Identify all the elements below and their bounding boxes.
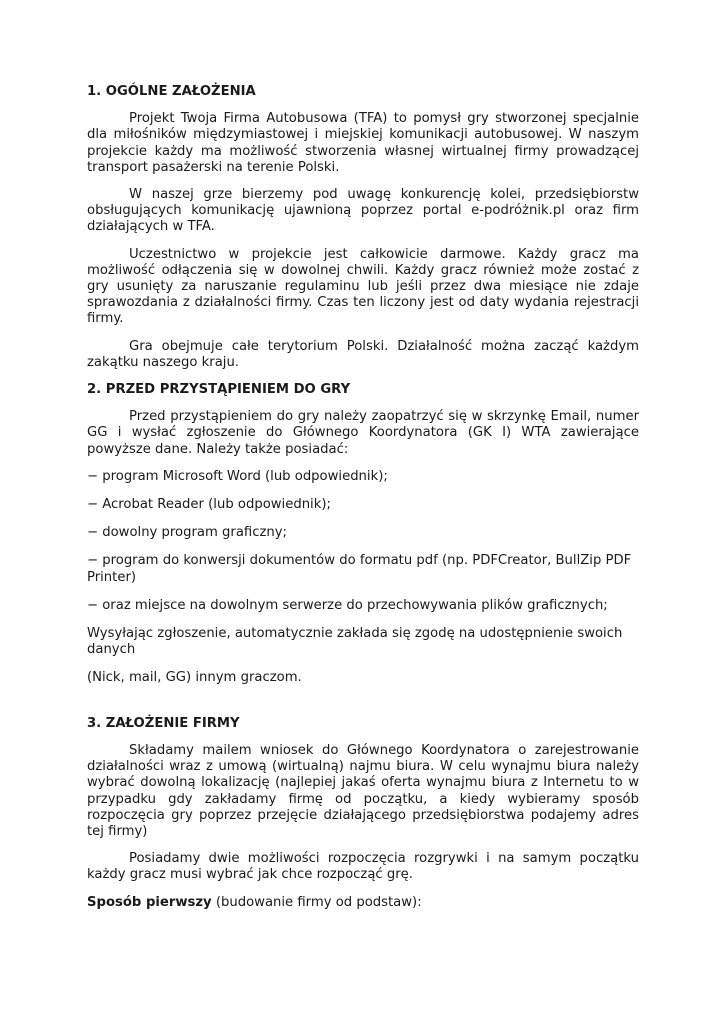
section-3-paragraph-1: Składamy mailem wniosek do Głównego Koordynatora o zarejestrowanie działalności wraz z umową (wirtualną) najmu biura. W celu wynajmu biura należy wybrać dowolną lokalizację (najlepiej jakaś oferta wynajmu biura z Internetu to w przypadku gdy zakładamy firmę od początku, a kiedy wybieramy sposób rozpoczęcia gry poprzez przejęcie działającego przedsiębiorstwa podajemy adres tej firmy) <box>87 742 639 839</box>
section-2-paragraph-1: Przed przystąpieniem do gry należy zaopatrzyć się w skrzynkę Email, numer GG i wysłać zgłoszenie do Głównego Koordynatora (GK I) WTA zawierające powyższe dane. Należy także posiadać: <box>87 409 639 457</box>
section-3-paragraph-2: Posiadamy dwie możliwości rozpoczęcia rozgrywki i na samym początku każdy gracz musi wybrać jak chce rozpocząć grę. <box>87 851 639 883</box>
document-page <box>87 84 639 922</box>
section-1-paragraph-1: Projekt Twoja Firma Autobusowa (TFA) to pomysł gry stworzonej specjalnie dla miłośników międzymiastowej i miejskiej komunikacji autobusowej. W naszym projekcie każdy ma możliwość stworzenia własnej wirtualnej firmy prowadzącej transport pasażerski na terenie Polski. <box>87 111 639 175</box>
way-one-label: Sposób pierwszy <box>87 894 212 910</box>
section-3-heading: 3. ZAŁOŻENIE FIRMY <box>87 715 240 731</box>
section-1-paragraph-2: W naszej grze bierzemy pod uwagę konkurencję kolei, przedsiębiorstw obsługujących komunikację ujawnioną poprzez portal e-podróżnik.pl oraz firm działających w TFA. <box>87 187 639 235</box>
requirement-item: − oraz miejsce na dowolnym serwerze do przechowywania plików graficznych; <box>87 597 608 613</box>
requirement-item: − program do konwersji dokumentów do formatu pdf (np. PDFCreator, BullZip PDF Printer) <box>87 553 632 585</box>
requirement-item: − dowolny program graficzny; <box>87 525 287 541</box>
way-one-description: (budowanie firmy od podstaw): <box>211 894 422 910</box>
consent-line-2: (Nick, mail, GG) innym graczom. <box>87 670 302 686</box>
requirement-item: − program Microsoft Word (lub odpowiednik); <box>87 468 388 484</box>
section-1-heading: 1. OGÓLNE ZAŁOŻENIA <box>87 84 256 99</box>
requirement-item: − Acrobat Reader (lub odpowiednik); <box>87 497 331 513</box>
section-2-heading: 2. PRZED PRZYSTĄPIENIEM DO GRY <box>87 382 351 398</box>
consent-line-1: Wysyłając zgłoszenie, automatycznie zakłada się zgodę na udostępnienie swoich danych <box>87 626 623 658</box>
section-1-paragraph-3: Uczestnictwo w projekcie jest całkowicie darmowe. Każdy gracz ma możliwość odłączenia się w dowolnej chwili. Każdy gracz również może zostać z gry usunięty za naruszanie regulaminu lub jeśli przez dwa miesiące nie zdaje sprawozdania z działalności firmy. Czas ten liczony jest od daty wydania rejestracji firmy. <box>87 246 639 327</box>
way-one-line <box>87 895 639 911</box>
section-1-paragraph-4: Gra obejmuje całe terytorium Polski. Działalność można zacząć każdym zakątku naszego kraju. <box>87 338 639 370</box>
